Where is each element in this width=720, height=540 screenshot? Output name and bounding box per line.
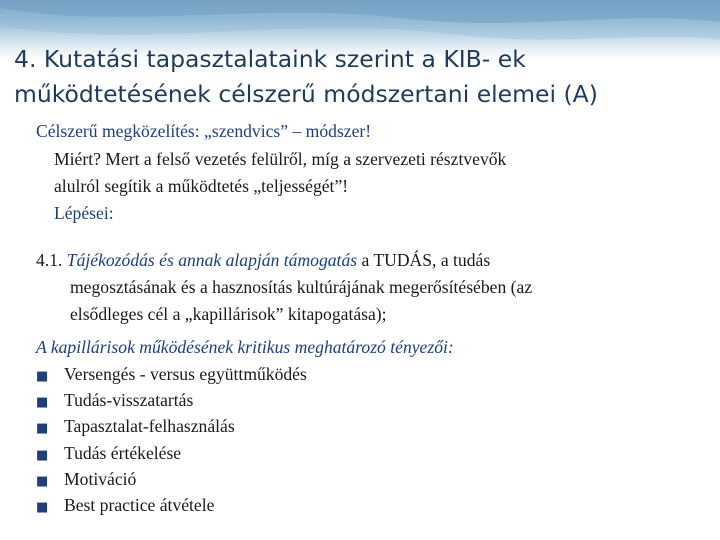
list-item <box>36 492 307 518</box>
list-item <box>36 466 307 492</box>
title-line-2: működtetésének célszerű módszertani elemei (A) <box>14 80 598 108</box>
step-line-1-rest: a TUDÁS, a tudás <box>357 250 491 270</box>
approach-why-line-2: alulról segítik a működtetés „teljességét”! <box>54 176 349 196</box>
approach-heading: Célszerű megközelítés: „szendvics” – módszer! <box>36 121 372 141</box>
list-item-label: Tudás értékelése <box>64 442 182 463</box>
step-line-1 <box>36 248 490 272</box>
square-bullet-icon: ■ <box>36 369 49 384</box>
list-item-label: Tapasztalat-felhasználás <box>64 416 235 437</box>
list-item-label: Versengés - versus együttműködés <box>64 364 307 384</box>
step-line-2: megosztásának és a hasznosítás kultúrájának megerősítésében (az <box>70 277 533 297</box>
factors-heading: A kapillárisok működésének kritikus meghatározó tényezői: <box>36 337 454 357</box>
list-item-label: Best practice átvétele <box>64 494 215 515</box>
list-item <box>36 440 307 466</box>
list-item-label: Tudás-visszatartás <box>64 390 194 411</box>
approach-why-line-1: Miért? Mert a felső vezetés felülről, míg a szervezeti résztvevők <box>54 149 507 169</box>
step-emphasis: Tájékozódás és annak alapján támogatás <box>66 250 358 270</box>
title-number: 4. <box>14 45 37 73</box>
title-line-1: Kutatási tapasztalataink szerint a KIB- ek <box>36 45 526 73</box>
square-bullet-icon: ■ <box>36 421 49 437</box>
list-item <box>36 387 307 413</box>
square-bullet-icon: ■ <box>36 447 49 463</box>
step-line-3: elsődleges cél a „kapillárisok” kitapogatása); <box>70 304 387 324</box>
steps-label: Lépései: <box>54 203 114 223</box>
square-bullet-icon: ■ <box>36 499 49 515</box>
step-number: 4.1. <box>36 250 63 270</box>
list-item-label: Motiváció <box>64 468 137 489</box>
square-bullet-icon: ■ <box>36 395 49 411</box>
square-bullet-icon: ■ <box>36 473 49 489</box>
list-item <box>36 361 307 387</box>
factors-list <box>36 361 307 518</box>
list-item <box>36 413 307 439</box>
